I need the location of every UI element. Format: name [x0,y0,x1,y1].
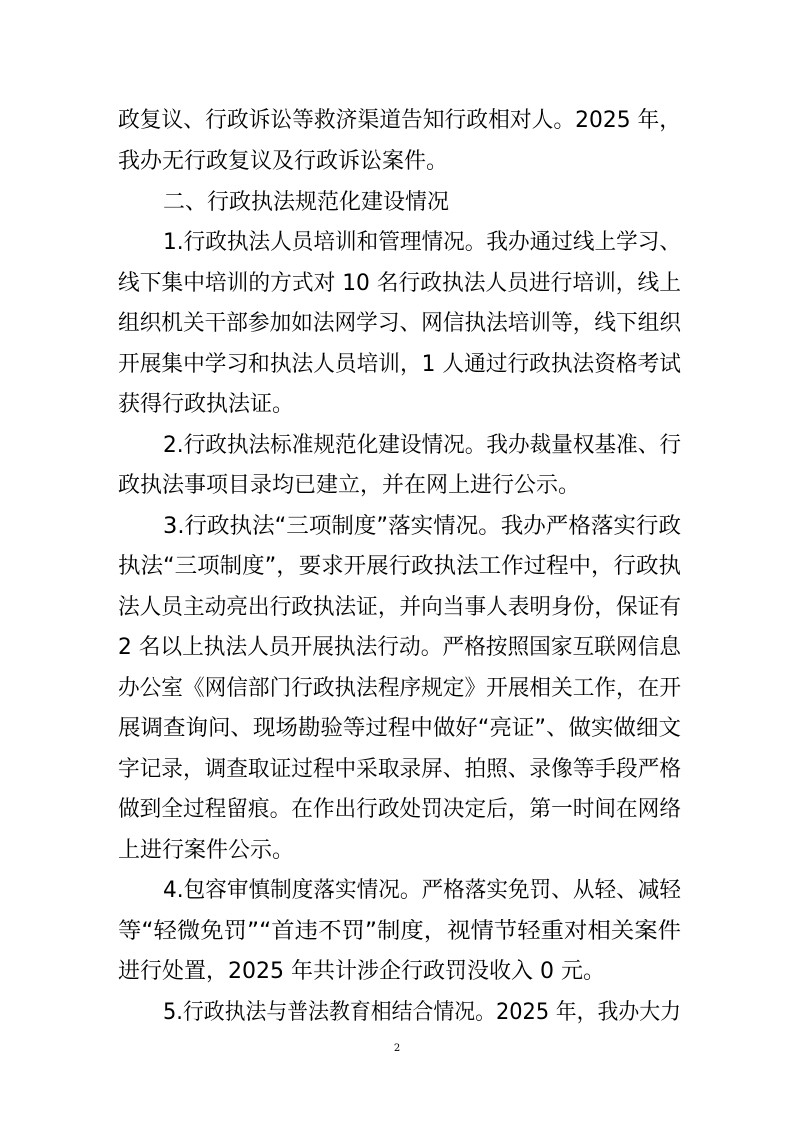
body-text-line: 2.行政执法标准规范化建设情况。我办裁量权基准、行 [163,433,681,458]
body-text-line: 线下集中培训的方式对 10 名行政执法人员进行培训，线上 [118,271,681,296]
body-text-line: 政执法事项目录均已建立，并在网上进行公示。 [118,473,581,498]
page-number: 2 [393,1043,401,1054]
body-text-line: 进行处置，2025 年共计涉企行政罚没收入 0 元。 [118,959,605,984]
body-text-line: 5.行政执法与普法教育相结合情况。2025 年，我办大力 [163,1000,681,1025]
body-text-line: 组织机关干部参加如法网学习、网信执法培训等，线下组织 [118,311,681,336]
body-text-line: 4.包容审慎制度落实情况。严格落实免罚、从轻、减轻 [163,878,681,903]
body-text-line: 开展集中学习和执法人员培训，1 人通过行政执法资格考试 [118,352,681,377]
body-text-line: 政复议、行政诉讼等救济渠道告知行政相对人。2025 年， [118,108,681,133]
body-text-line: 1.行政执法人员培训和管理情况。我办通过线上学习、 [163,230,681,255]
body-text-line: 做到全过程留痕。在作出行政处罚决定后，第一时间在网络 [118,797,681,822]
body-text-line: 法人员主动亮出行政执法证，并向当事人表明身份，保证有 [118,595,681,620]
body-text-line: 办公室《网信部门行政执法程序规定》开展相关工作，在开 [118,676,681,701]
body-text-line: 字记录，调查取证过程中采取录屏、拍照、录像等手段严格 [118,757,681,782]
body-text-line: 3.行政执法“三项制度”落实情况。我办严格落实行政 [163,514,681,539]
body-text-line: 展调查询问、现场勘验等过程中做好“亮证”、做实做细文 [118,716,681,741]
body-text-line: 等“轻微免罚”“首违不罚”制度，视情节轻重对相关案件 [118,919,681,944]
body-text-line: 执法“三项制度”，要求开展行政执法工作过程中，行政执 [118,554,681,579]
body-text-line: 获得行政执法证。 [118,392,295,417]
body-text-line: 我办无行政复议及行政诉讼案件。 [118,149,449,174]
body-text-line: 上进行案件公示。 [118,838,295,863]
section-heading: 二、行政执法规范化建设情况 [163,190,450,215]
body-text-line: 2 名以上执法人员开展执法行动。严格按照国家互联网信息 [118,635,681,660]
